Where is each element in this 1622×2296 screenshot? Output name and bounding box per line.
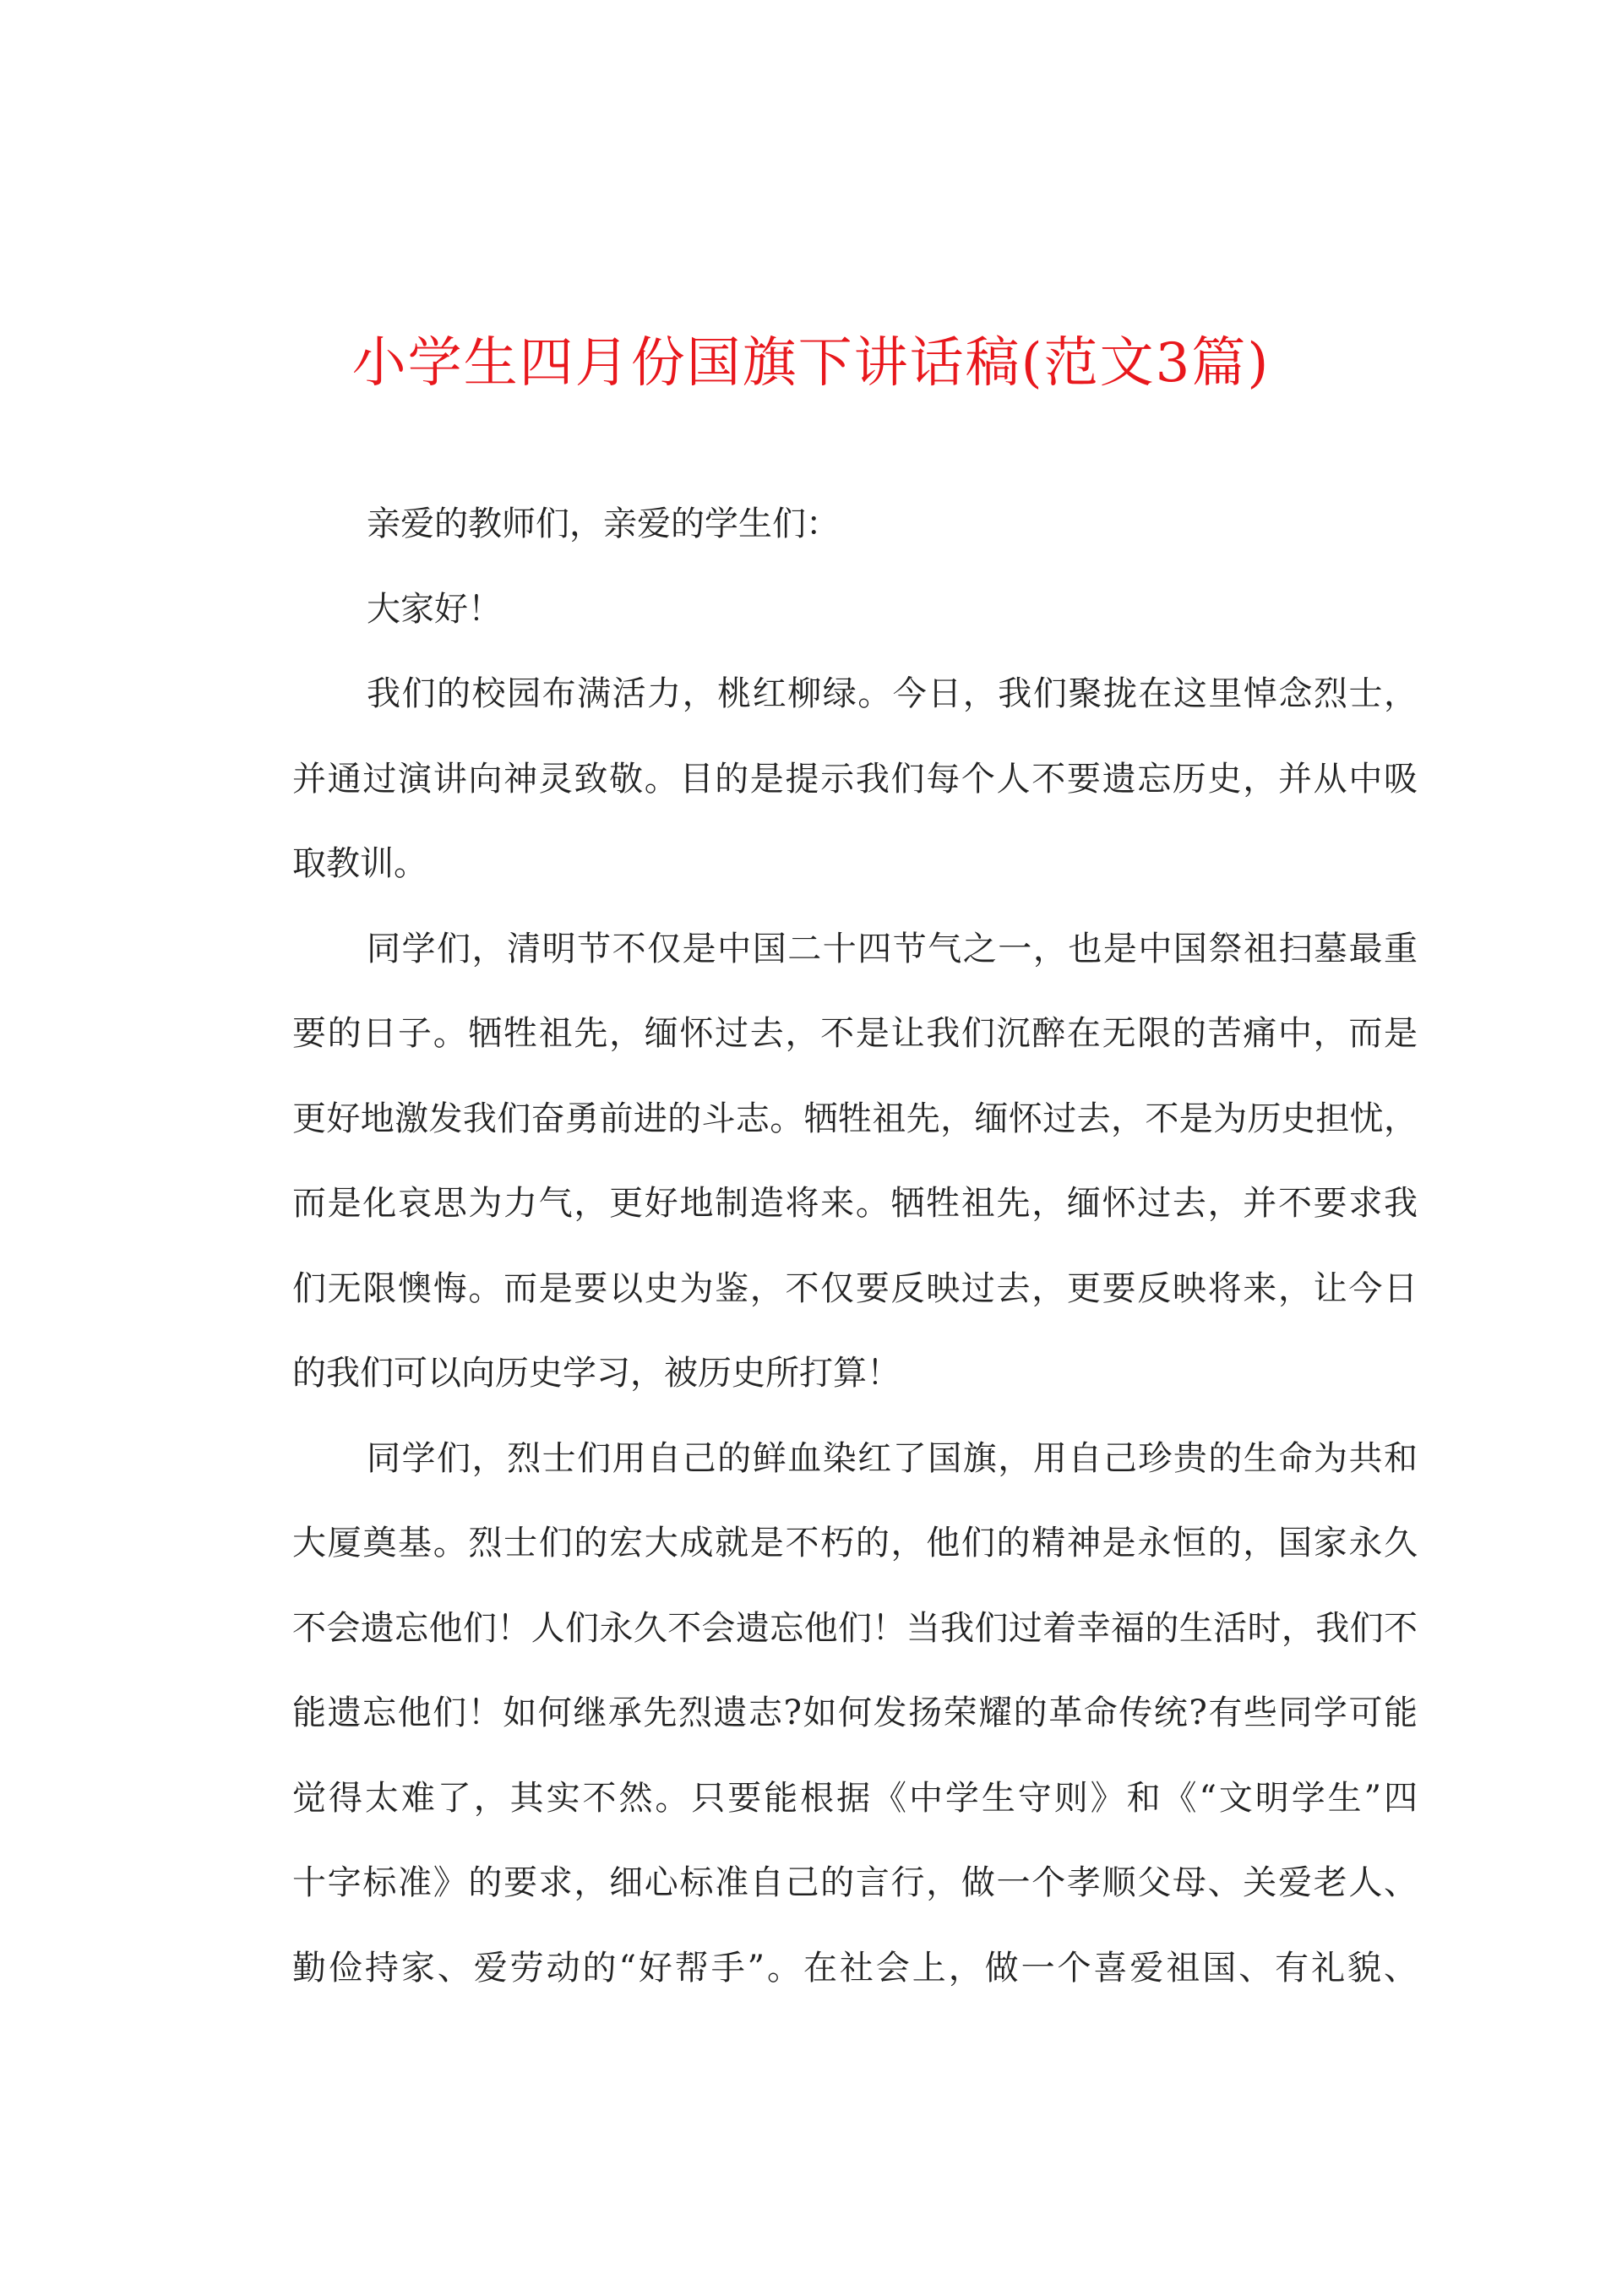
text-line: 同学们，清明节不仅是中国二十四节气之一，也是中国祭祖扫墓最重 — [367, 929, 1418, 968]
text-line: 更好地激发我们奋勇前进的斗志。牺牲祖先，缅怀过去，不是为历史担忧， — [292, 1099, 1418, 1138]
paragraph-qingming — [218, 907, 1418, 1416]
text-line: 觉得太难了，其实不然。只要能根据《中学生守则》和《“文明学生”四 — [292, 1778, 1418, 1818]
text-line: 取教训。 — [292, 844, 427, 883]
text-line: 大厦奠基。烈士们的宏大成就是不朽的，他们的精神是永恒的，国家永久 — [292, 1524, 1418, 1562]
text-line: 的我们可以向历史学习，被历史所打算！ — [292, 1354, 901, 1393]
document-body — [218, 482, 1418, 2010]
text-line: 我们的校园布满活力，桃红柳绿。今日，我们聚拢在这里悼念烈士， — [367, 674, 1418, 713]
text-line: 勤俭持家、爱劳动的“好帮手”。在社会上，做一个喜爱祖国、有礼貌、 — [292, 1948, 1418, 1988]
text-line: 们无限懊悔。而是要以史为鉴，不仅要反映过去，更要反映将来，让今日 — [292, 1268, 1418, 1308]
paragraph-hello — [218, 567, 1418, 652]
text-line: 而是化哀思为力气，更好地制造将来。牺牲祖先，缅怀过去，并不要求我 — [292, 1184, 1418, 1223]
text-line: 大家好！ — [367, 589, 502, 629]
paragraph-martyrs — [218, 1416, 1418, 2011]
text-line: 能遗忘他们！如何继承先烈遗志?如何发扬荣耀的革命传统?有些同学可能 — [292, 1693, 1418, 1732]
text-line: 不会遗忘他们！人们永久不会遗忘他们！当我们过着幸福的生活时，我们不 — [292, 1608, 1418, 1648]
text-line: 并通过演讲向神灵致敬。目的是提示我们每个人不要遗忘历史，并从中吸 — [292, 759, 1418, 799]
document-title: 小学生四月份国旗下讲话稿(范文3篇) — [351, 332, 1271, 395]
paragraph-greeting — [218, 482, 1418, 567]
text-line: 要的日子。牺牲祖先，缅怀过去，不是让我们沉醉在无限的苦痛中，而是 — [292, 1014, 1418, 1053]
text-line: 亲爱的教师们，亲爱的学生们： — [367, 504, 840, 543]
paragraph-campus — [218, 652, 1418, 907]
text-line: 同学们，烈士们用自己的鲜血染红了国旗，用自己珍贵的生命为共和 — [367, 1438, 1418, 1478]
text-line: 十字标准》的要求，细心标准自己的言行，做一个孝顺父母、关爱老人、 — [292, 1863, 1418, 1902]
